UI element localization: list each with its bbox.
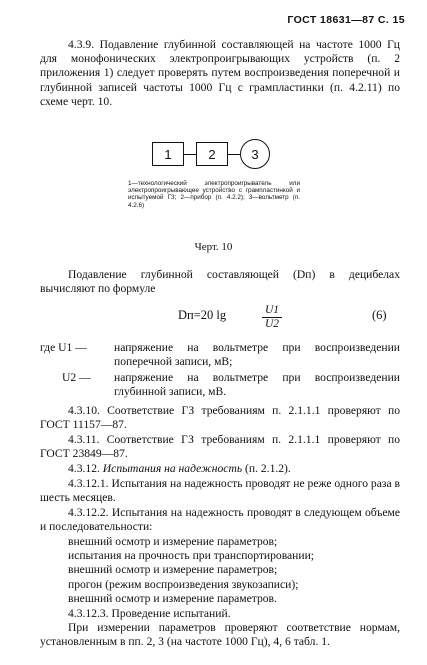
list-item: внешний осмотр и измерение параметров; bbox=[68, 535, 278, 548]
figure-caption: 1—технологический электропроигрыватель или электропроигрывающее устройство с грампластинкой и испытуемой ГЗ; 2—прибор (п. 4.2.2); 3—вольтметр (п. 4.2.6) bbox=[128, 180, 300, 209]
diagram-connector bbox=[184, 154, 196, 155]
paragraph-4-3-11: 4.3.11. Соответствие ГЗ требованиям п. 2.1.1.1 проверяют по ГОСТ 23849—87. bbox=[40, 433, 400, 461]
formula-number: (6) bbox=[372, 308, 387, 322]
paragraph-4-3-10: 4.3.10. Соответствие ГЗ требованиям п. 2.1.1.1 проверяют по ГОСТ 11157—87. bbox=[40, 404, 400, 432]
formula-numerator: U1 bbox=[262, 304, 282, 318]
paragraph-4-3-12-3: 4.3.12.3. Проведение испытаний. bbox=[68, 607, 231, 620]
measurement-scheme-diagram bbox=[152, 139, 270, 171]
diagram-box-2: 2 bbox=[196, 142, 228, 166]
u1-symbol: U1 — bbox=[58, 341, 87, 354]
variable-definitions bbox=[40, 341, 400, 401]
where-word: где bbox=[40, 341, 56, 354]
clause-number: 4.3.12. bbox=[68, 462, 100, 475]
page-header: ГОСТ 18631—87 С. 15 bbox=[287, 14, 405, 26]
formula-lhs: Dп=20 lg bbox=[178, 308, 227, 322]
formula-6 bbox=[0, 304, 427, 336]
figure-label: Черт. 10 bbox=[194, 241, 233, 253]
u1-description: напряжение на вольтметре при воспроизведении поперечной записи, мВ; bbox=[114, 341, 400, 369]
paragraph-4-3-9 bbox=[40, 38, 400, 109]
diagram-box-1: 1 bbox=[152, 142, 184, 166]
list-item: внешний осмотр и измерение параметров. bbox=[68, 591, 277, 605]
clause-title: Испытания на надежность bbox=[102, 462, 243, 475]
u2-symbol: U2 — bbox=[62, 371, 91, 384]
formula-fraction bbox=[262, 304, 282, 331]
list-item: прогон (режим воспроизведения звукозаписи); bbox=[68, 577, 299, 591]
paragraph-formula-intro: Подавление глубинной составляющей (Dп) в децибелах вычисляют по формуле bbox=[40, 268, 400, 296]
formula-denominator: U2 bbox=[265, 318, 280, 330]
paragraph-4-3-12-2: 4.3.12.2. Испытания на надежность проводят в следующем объеме и последовательности: bbox=[40, 506, 400, 534]
diagram-circle-3: 3 bbox=[240, 139, 270, 169]
diagram-connector bbox=[228, 154, 240, 155]
test-sequence-list bbox=[40, 535, 400, 606]
paragraph-4-3-12 bbox=[40, 462, 400, 476]
paragraph-4-3-12-1: 4.3.12.1. Испытания на надежность проводят не реже одного раза в шесть месяцев. bbox=[40, 477, 400, 505]
where-term-u1 bbox=[40, 341, 114, 355]
clause-reference: (п. 2.1.2). bbox=[242, 462, 291, 475]
list-item: внешний осмотр и измерение параметров; bbox=[68, 563, 278, 577]
clause-number: 4.3.9. bbox=[68, 38, 95, 51]
clause-text: Подавление глубинной составляющей на частоте 1000 Гц для монофонических электропроигрывающих устройств (п. 2 приложения 1) следует проверять путем воспроизведения поперечной и глубинной записей частоты 1000 Гц с грампластинки (п. 4.2.11) по схеме черт. 10. bbox=[40, 38, 400, 108]
list-item: испытания на прочность при транспортировании; bbox=[68, 549, 315, 563]
u2-description: напряжение на вольтметре при воспроизведении глубинной записи, мВ. bbox=[114, 371, 400, 399]
paragraph-measurement-norms: При измерении параметров проверяют соответствие нормам, установленным в пп. 2, 3 (на частоте 1000 Гц), 4, 6 табл. 1. bbox=[40, 621, 400, 649]
